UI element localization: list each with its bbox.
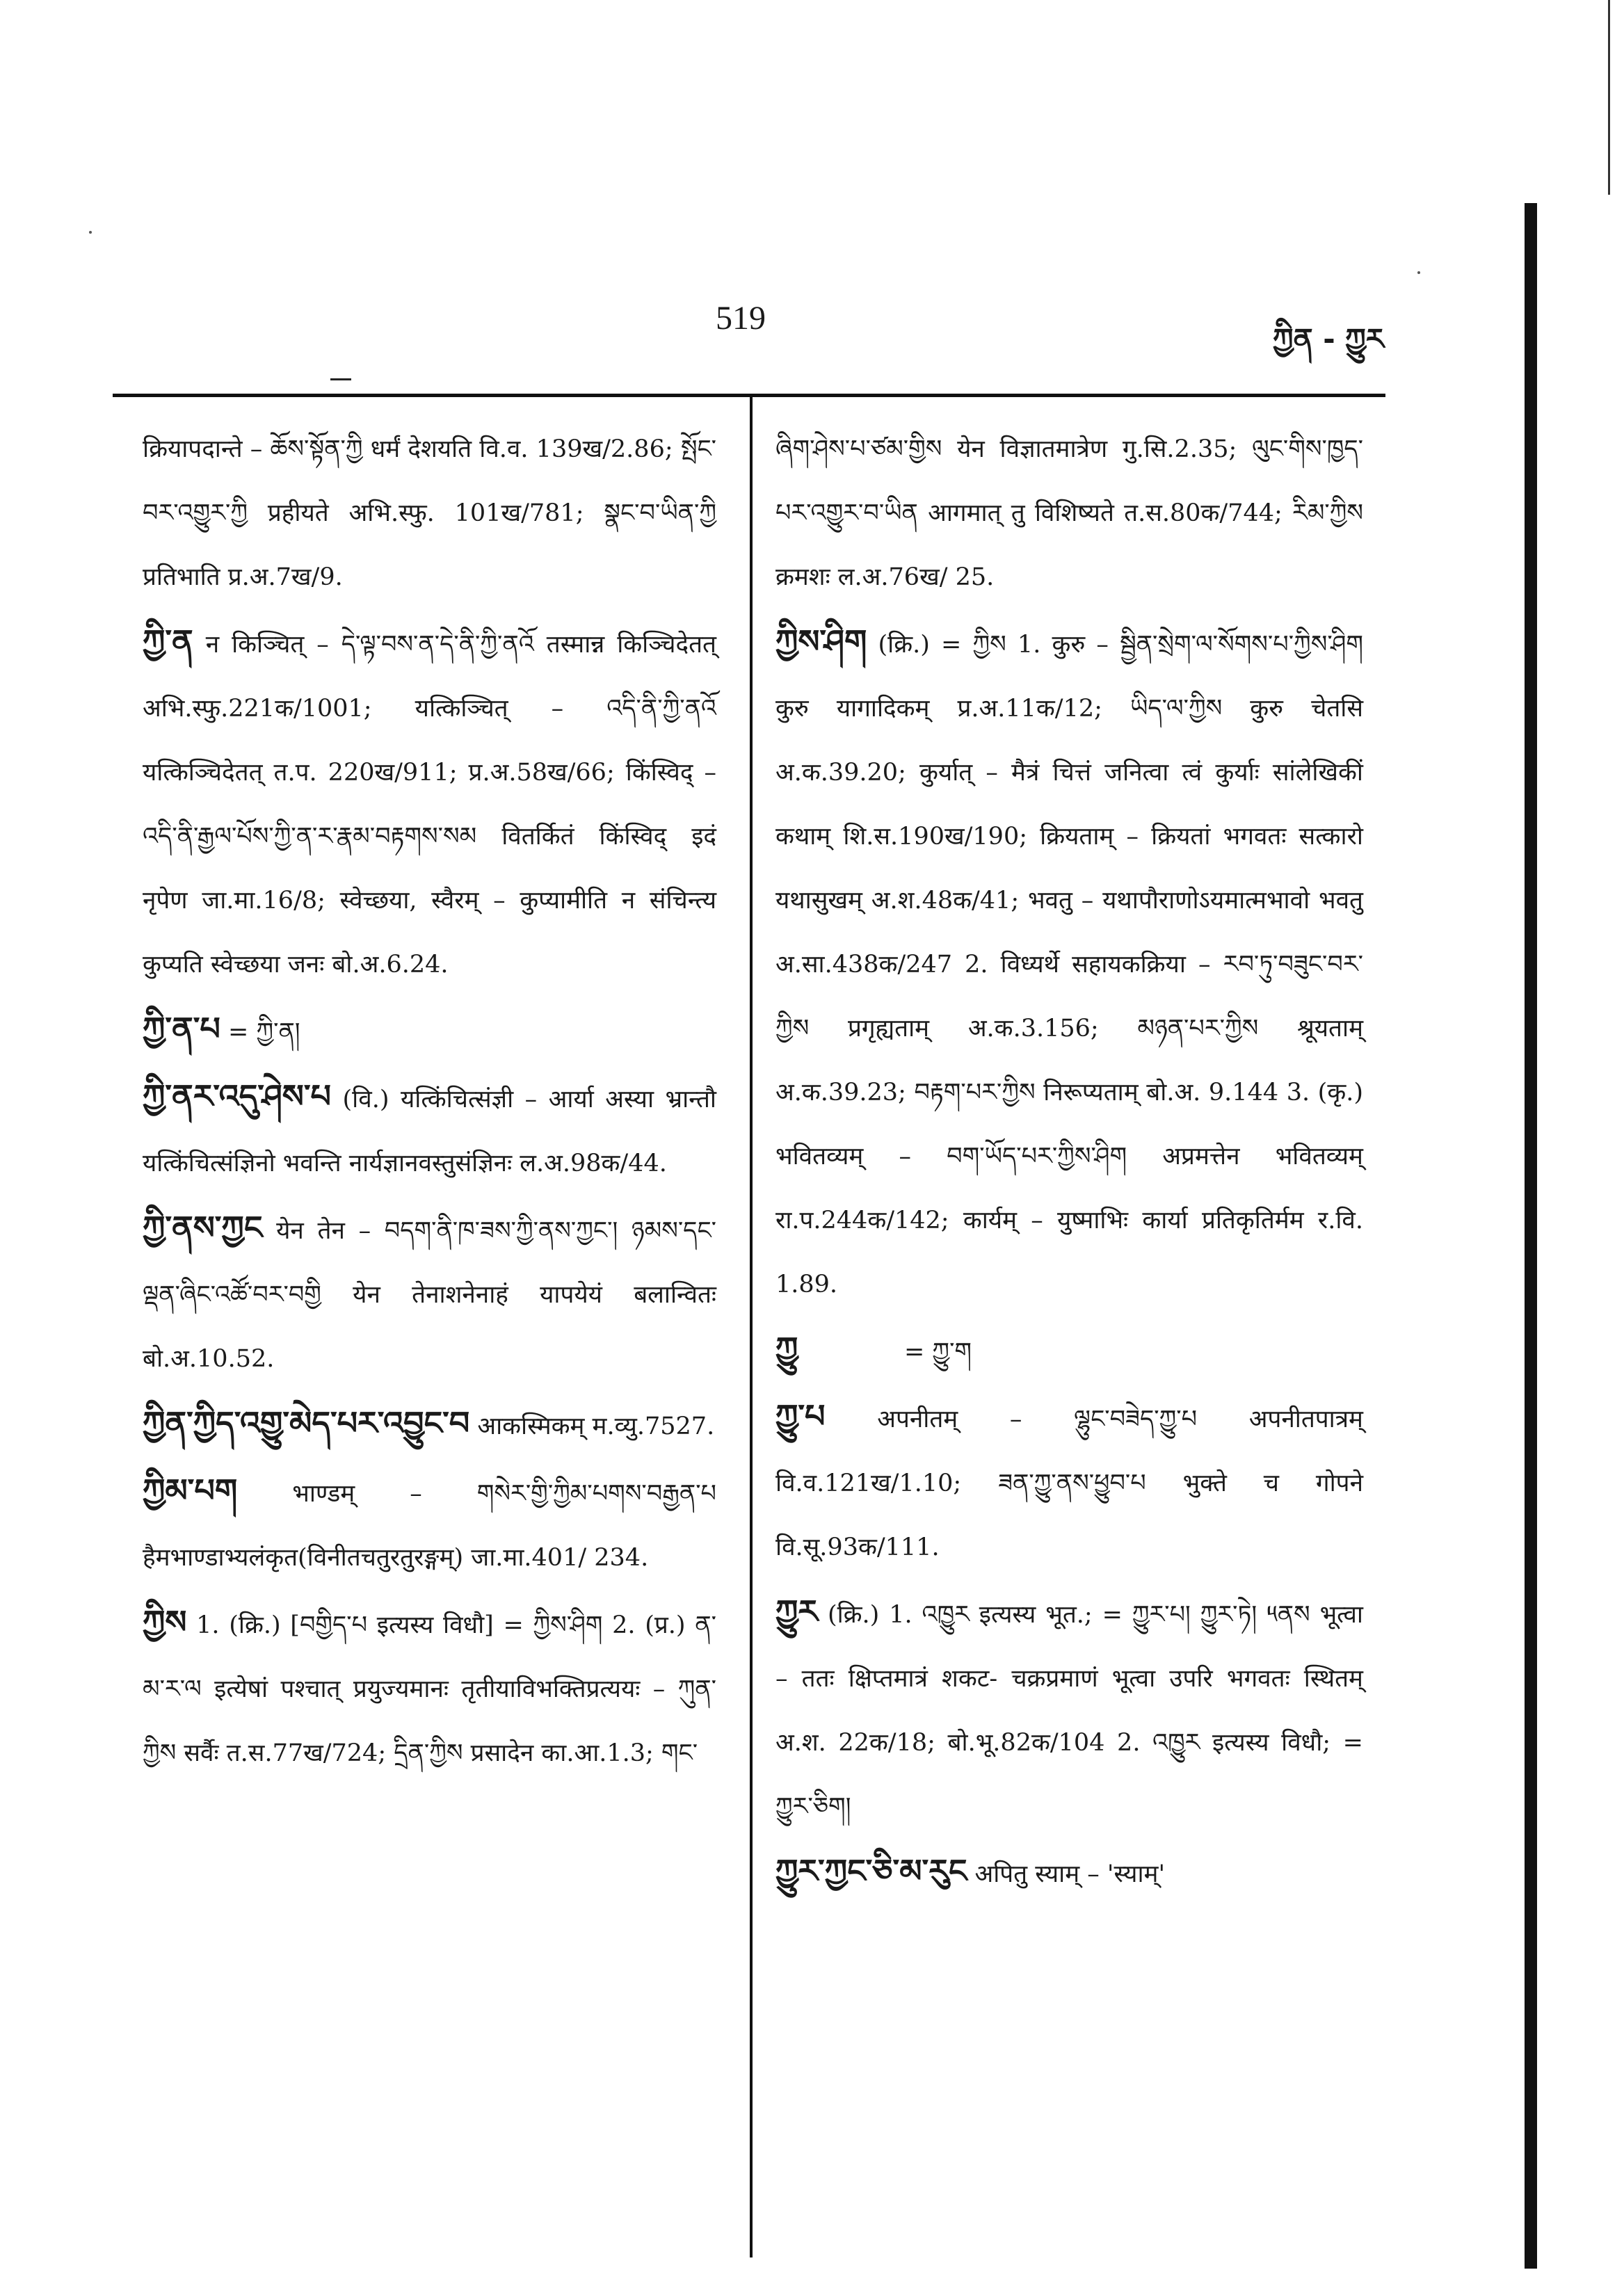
headword: ཀྱི་ན (143, 622, 193, 660)
entry-text: आकस्मिकम् म.व्यु.7527. (477, 1412, 715, 1440)
header-rule (113, 394, 1385, 397)
entry-text: = ཀྱི་ན། (228, 1018, 300, 1046)
entry-continuation (775, 417, 1363, 609)
headword: ཀྱིས (143, 1603, 187, 1641)
entry-text: (वि.) यत्किंचित्संज्ञी – आर्या अस्या भ्रान्तौ यत्किंचित्संज्ञिनो भवन्ति नार्यज्ञानवस्तुसंज्ञिनः ल.अ.98क/44. (143, 1086, 716, 1177)
headword: ཀྱི་ན་པ (143, 1010, 220, 1047)
page-number: 519 (716, 300, 766, 337)
edge-mark (1608, 0, 1610, 195)
entry (143, 997, 716, 1064)
headword: ཀྱིས་ཤིག (775, 622, 867, 660)
column-divider (750, 394, 753, 2257)
entry-text: येन तेन – བདག་ནི་ཁ་ཟས་ཀྱི་ནས་ཀྱང་། ཉམས་དང་ལྡན་ཞིང་འཚོ་བར་བགྱི येन तेनाशनेनाहं यापयेयं बलान्वितः बो.अ.10.52. (143, 1217, 716, 1373)
entry (143, 609, 716, 997)
entry-text: (क्रि.) = ཀྱིས 1. कुरु – སྦྱིན་སྲེག་ལ་སོགས་པ་ཀྱིས་ཤིག कुरु यागादिकम् प्र.अ.11क/12; ཡིད་ལ་ཀྱིས कुरु चेतसि अ.क.39.20; कुर्यात् – मैत्रं चित्तं जनित्वा त्वं कुर्याः सांलेखिकीं कथाम् शि.स.190ख/190; क्रियताम् – क्रियतां भगवतः सत्कारो यथासुखम् अ.श.48क/41; भवतु – यथापौराणोऽयमात्मभावो भवतु अ.सा.438क/247 2. विध्यर्थे सहायकक्रिया – རབ་ཏུ་བཟུང་བར་ཀྱིས प्रगृह्यताम् अ.क.3.156; མཉན་པར་ཀྱིས श्रूयताम् अ.क.39.23; བརྟག་པར་ཀྱིས निरूप्यताम् बो.अ. 9.144 3. (कृ.) भवितव्यम् – བག་ཡོད་པར་ཀྱིས་ཤིག अप्रमत्तेन भवितव्यम् रा.प.244क/142; कार्यम् – युष्माभिः कार्या प्रतिकृतिर्मम र.वि. 1.89. (775, 631, 1363, 1298)
underline-mark (330, 378, 351, 380)
entry (143, 1196, 716, 1391)
running-head: ཀྱིན - ཀྱུར (1273, 322, 1384, 356)
headword: ཀྱུར་ཀྱང་ཅི་མ་རུང (775, 1852, 967, 1890)
headword: ཀྱུ (775, 1330, 798, 1367)
entry (143, 1064, 716, 1196)
entry-text: = ཀྱུ་ག (903, 1338, 972, 1366)
entry-text: 1. (क्रि.) [བགྱིད་པ इत्यस्य विधौ] = ཀྱིས་ཤིག 2. (प्र.) ན་མ་ར་ལ इत्येषां पश्चात् प्रयुज्यमानः तृतीयाविभक्तिप्रत्ययः – ཀུན་ཀྱིས सर्वैः त.स.77ख/724; དྲིན་ཀྱིས प्रसादेन का.आ.1.3; གང་ (143, 1611, 716, 1767)
left-column (143, 417, 716, 1785)
entry-text: (क्रि.) 1. འཁྱུར इत्यस्य भूत.; = ཀྱུར་པ། ཀྱུར་ཏེ། ༥ནས भूत्वा – ततः क्षिप्तमात्रं शकट- चक्रप्रमाणं भूत्वा उपरि भगवतः स्थितम् अ.श. 22क/18; बो.भू.82क/104 2. འཁྱུར इत्यस्य विधौ; = ཀྱུར་ཅིག། (775, 1601, 1363, 1821)
entry-text: न किञ्चित् – དེ་ལྟ་བས་ན་དེ་ནི་ཀྱི་ནའོ तस्मान्न किञ्चिदेतत् अभि.स्फु.221क/1001; यत्किञ्चित् – འདི་ནི་ཀྱི་ནའོ यत्किञ्चिदेतत् त.प. 220ख/911; प्र.अ.58ख/66; किंस्विद् – འདི་ནི་རྒྱལ་པོས་ཀྱི་ན་ར་རྣམ་བརྟགས་སམ वितर्कितं किंस्विद् इदं नृपेण जा.मा.16/8; स्वेच्छया, स्वैरम् – कुप्यामीति न संचिन्त्य कुप्यति स्वेच्छया जनः बो.अ.6.24. (143, 631, 716, 979)
entry-text: ཞིག་ཤེས་པ་ཙམ་གྱིས येन विज्ञातमात्रेण गु.सि.2.35; ལུང་གིས་ཁྱད་པར་འགྱུར་བ་ཡིན आगमात् तु विशिष्यते त.स.80क/744; རིམ་ཀྱིས क्रमशः ल.अ.76ख/ 25. (775, 435, 1363, 591)
entry (143, 1391, 716, 1458)
entry-text: अपनीतम् – ལྷུང་བཟེད་ཀྱུ་པ अपनीतपात्रम् वि.व.121ख/1.10; ཟན་ཀྱུ་ནས་ཕྱུབ་པ भुक्ते च गोपने वि.सू.93क/111. (775, 1406, 1363, 1561)
entry-continuation (143, 417, 716, 609)
entry (775, 1317, 1363, 1384)
headword: ཀྱི་ནས་ཀྱང (143, 1209, 263, 1246)
entry (775, 1839, 1363, 1906)
headword: ཀྱི་ནར་འདུ་ཤེས་པ (143, 1077, 331, 1115)
entry (775, 1579, 1363, 1839)
speck (89, 231, 92, 234)
right-column (775, 417, 1363, 1906)
headword: ཀྱུ་པ (775, 1397, 826, 1435)
headword: ཀྱིམ་པག (143, 1472, 238, 1509)
speck (1417, 271, 1420, 274)
headword: ཀྱུར (775, 1593, 819, 1630)
entry-text: क्रियापदान्ते – ཆོས་སྟོན་ཀྱི धर्मं देशयति वि.व. 139ख/2.86; སྤོང་བར་འགྱུར་ཀྱི प्रहीयते अभि.स्फु. 101ख/781; སྣང་བ་ཡིན་ཀྱི प्रतिभाति प्र.अ.7ख/9. (143, 435, 716, 591)
entry-text: अपितु स्याम् – 'स्याम्' (974, 1860, 1166, 1888)
entry (775, 609, 1363, 1317)
page-edge-bar (1525, 203, 1537, 2269)
entry (775, 1384, 1363, 1579)
entry-text: भाण्डम् – གསེར་གྱི་ཀྱིམ་པགས་བརྒྱན་པ हैमभाण्डाभ्यलंकृत(विनीतचतुरतुरङ्गम्) जा.मा.401/ 234. (143, 1480, 716, 1572)
entry (143, 1590, 716, 1785)
headword: ཀྱིན་ཀྱིད་འགྱུ་མེད་པར་འབྱུང་བ (143, 1404, 470, 1442)
entry (143, 1458, 716, 1590)
